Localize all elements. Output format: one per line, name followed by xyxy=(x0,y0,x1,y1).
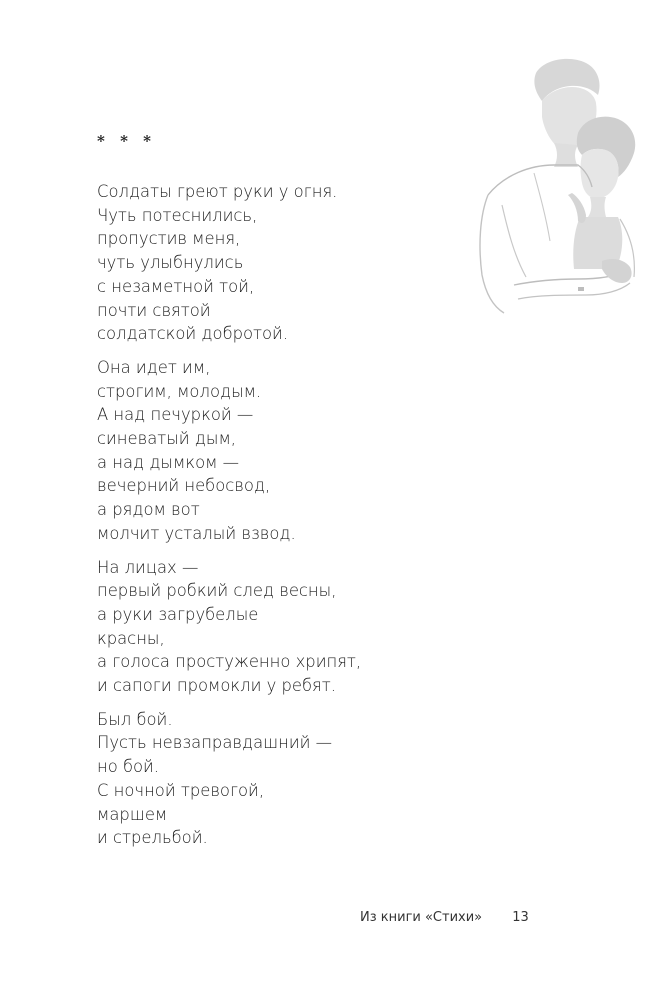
poem-line: Солдаты греют руки у огня. xyxy=(97,182,338,201)
poem-line: Пусть невзаправдашний — xyxy=(97,733,333,753)
poem-line: На лицах — xyxy=(97,557,199,577)
poem-stanza xyxy=(97,180,467,346)
poem-line: Чуть потеснились, xyxy=(97,205,258,225)
poem-line: солдатской добротой. xyxy=(97,324,289,344)
poem-line: синеватый дым, xyxy=(97,429,237,449)
poem-line: и сапоги промокли у ребят. xyxy=(97,676,336,696)
poem-line: красны, xyxy=(97,628,165,648)
poem-line: а голоса простуженно хрипят, xyxy=(97,652,362,672)
poem-line: чуть улыбнулись xyxy=(97,253,244,273)
poem-line: первый робкий след весны, xyxy=(97,581,337,601)
poem-line: а рядом вот xyxy=(97,500,200,520)
poem-line: с незаметной той, xyxy=(97,276,255,296)
poem-stanza xyxy=(97,356,467,546)
poem-line: маршем xyxy=(97,804,168,824)
poem-line: Она идет им, xyxy=(97,357,211,377)
poem-line: почти святой xyxy=(97,300,211,320)
poem-line: строгим, молодым. xyxy=(97,381,262,401)
page-footer xyxy=(360,909,530,927)
book-source: Из книги «Стихи» xyxy=(360,910,483,925)
page-number: 13 xyxy=(512,910,529,925)
poem-line: вечерний небосвод, xyxy=(97,476,271,496)
poem-line: но бой. xyxy=(97,757,160,777)
poem xyxy=(97,180,467,860)
poem-stanza xyxy=(97,708,467,850)
poem-stanza xyxy=(97,556,467,698)
poem-line: молчит усталый взвод. xyxy=(97,523,296,543)
poem-line: пропустив меня, xyxy=(97,229,241,249)
poem-line: Был бой. xyxy=(97,709,173,729)
poem-line: С ночной тревогой, xyxy=(97,780,265,800)
poem-line: и стрельбой. xyxy=(97,828,208,848)
stanza-separator: * * * xyxy=(97,132,156,150)
poem-line: а над дымком — xyxy=(97,452,240,472)
couple-embrace-illustration xyxy=(474,55,642,315)
poem-line: А над печуркой — xyxy=(97,405,254,425)
poem-line: а руки загрубелые xyxy=(97,604,259,624)
